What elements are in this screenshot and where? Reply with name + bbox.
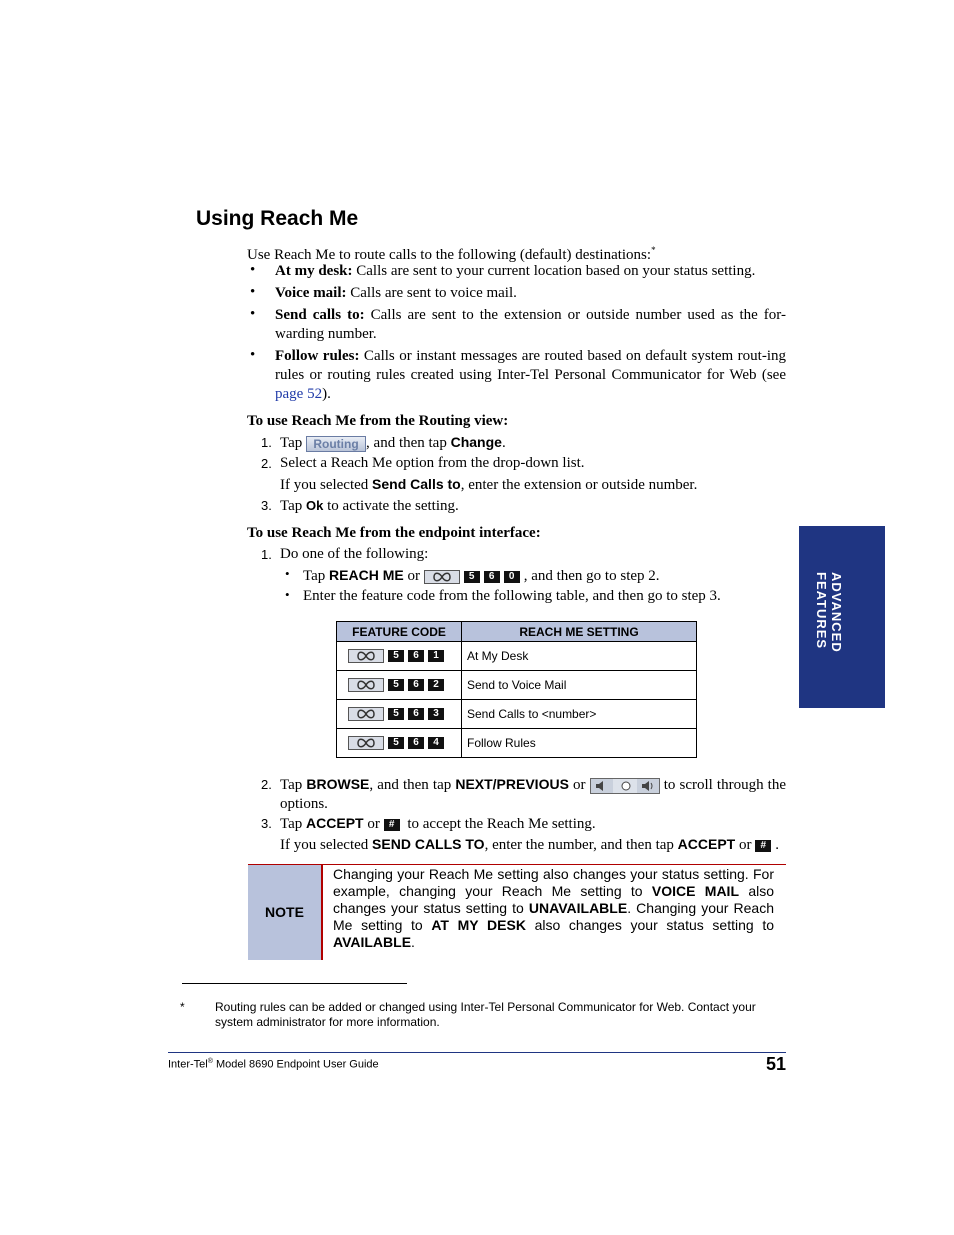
feature-code-cell [337, 700, 462, 729]
step-number: 2. [261, 456, 272, 471]
accept-key: ACCEPT [677, 836, 736, 852]
routing-step-1 [280, 433, 506, 453]
routing-step-2: Select a Reach Me option from the drop-down list. [280, 455, 585, 471]
step-number: 1. [261, 547, 272, 562]
intro-sentence: Use Reach Me to route calls to the following (default) destinations: [247, 247, 652, 263]
term: Send calls to: [275, 307, 365, 323]
section-tab[interactable] [799, 526, 885, 708]
step-text: Tap [280, 435, 307, 451]
endpoint-option-2: Enter the feature code from the following table, and then go to step 3. [303, 588, 721, 604]
step-text: Tap [280, 498, 307, 514]
footer-title [168, 1058, 379, 1071]
send-calls-to-option: Send Calls to [372, 476, 461, 492]
accept-key: ACCEPT [306, 815, 364, 831]
description: Calls are sent to voice mail. [346, 285, 517, 301]
step-text: to accept the Reach Me setting. [403, 816, 596, 832]
note-sentence: . [411, 934, 415, 950]
endpoint-step-1: Do one of the following: [280, 546, 429, 562]
step-text: If you selected [280, 837, 373, 853]
note-emphasis: AVAILABLE [333, 934, 412, 950]
footnote-marker: * [651, 245, 656, 255]
note-top-rule [248, 864, 786, 865]
step-text: or [403, 568, 424, 584]
footnote-text: Routing rules can be added or changed using Inter-Tel Personal Communicator for Web. Contact your system administrator for more information. [215, 1000, 756, 1029]
footnote-rule [182, 983, 407, 984]
page-number: 51 [765, 1054, 786, 1074]
note-label: NOTE [248, 865, 321, 960]
footnote-marker: * [180, 1000, 185, 1014]
routing-button[interactable]: Routing [306, 436, 366, 452]
table-row [337, 729, 697, 758]
dial-key: 1 [428, 650, 444, 662]
endpoint-step-3 [280, 814, 596, 834]
step-number: 3. [261, 816, 272, 831]
step-text: or [363, 816, 384, 832]
step-number: 2. [261, 777, 272, 792]
reach-me-key: REACH ME [329, 567, 404, 583]
pound-key: # [755, 840, 771, 852]
registered-mark: ® [207, 1058, 213, 1065]
dial-key: 6 [408, 708, 424, 720]
step-text: . [775, 837, 779, 853]
dial-key: 6 [484, 571, 500, 583]
routing-view-heading: To use Reach Me from the Routing view: [247, 413, 509, 429]
note-sentence: Changing your Reach Me setting also changes your status setting. For example, changing your Reach Me setting to [333, 866, 774, 899]
dial-key: 5 [388, 737, 404, 749]
page-link[interactable]: page 52 [275, 386, 323, 402]
note-sentence: also changes your status setting to [525, 917, 775, 933]
description-end: ). [322, 386, 331, 402]
dial-key: 5 [388, 679, 404, 691]
column-header: FEATURE CODE [337, 622, 462, 642]
step-text: , enter the extension or outside number. [460, 477, 698, 493]
step-text: Tap [280, 777, 307, 793]
table-row [337, 700, 697, 729]
step-text: , and then tap [366, 435, 451, 451]
dial-key: 6 [408, 650, 424, 662]
step-number: 3. [261, 498, 272, 513]
dial-key: 5 [388, 650, 404, 662]
endpoint-heading: To use Reach Me from the endpoint interface: [247, 525, 541, 541]
note-sentence: also changes your status setting to [333, 883, 774, 916]
feature-key-icon [348, 649, 384, 663]
table-header-row [337, 622, 697, 642]
volume-navigation-icon [590, 778, 660, 794]
setting-cell: Send Calls to <number> [462, 700, 697, 729]
step-text: or [568, 777, 590, 793]
term: Follow rules: [275, 348, 360, 364]
step-text: If you selected [280, 477, 373, 493]
endpoint-step-2 [280, 775, 786, 814]
bullet-glyph: • [250, 284, 256, 300]
table-row [337, 671, 697, 700]
dial-key: 5 [388, 708, 404, 720]
sub-bullet: • [285, 566, 290, 581]
bullet-glyph: • [250, 262, 256, 278]
dial-key: 6 [408, 737, 424, 749]
list-item-voice-mail [275, 284, 786, 303]
feature-code-cell [337, 671, 462, 700]
feature-code-table [336, 621, 697, 758]
routing-step-2-detail [280, 475, 697, 495]
list-item-at-my-desk [275, 262, 786, 281]
dial-key: 4 [428, 737, 444, 749]
dial-key: 0 [504, 571, 520, 583]
description: Calls or instant messages are routed based on default system rout-ing rules or routing rules created using Inter-Tel Personal Communicator for Web (see [275, 348, 786, 383]
note-emphasis: AT MY DESK [431, 917, 526, 933]
step-text: Tap [280, 816, 307, 832]
table-row [337, 642, 697, 671]
list-item-follow-rules [275, 347, 786, 404]
send-calls-to-key: SEND CALLS TO [372, 836, 485, 852]
note-emphasis: VOICE MAIL [651, 883, 739, 899]
term: Voice mail: [275, 285, 347, 301]
step-text: Tap [303, 568, 330, 584]
endpoint-option-1 [303, 566, 660, 586]
footer-guide-name: Model 8690 Endpoint User Guide [212, 1058, 379, 1071]
dial-key: 3 [428, 708, 444, 720]
note-divider [321, 865, 323, 960]
step-text: to activate the setting. [323, 498, 459, 514]
ok-option: Ok [306, 498, 324, 513]
setting-cell: Send to Voice Mail [462, 671, 697, 700]
dial-key: 6 [408, 679, 424, 691]
step-number: 1. [261, 435, 272, 450]
routing-step-3 [280, 496, 459, 516]
description: Calls are sent to your current location based on your status setting. [352, 263, 756, 279]
list-item-send-calls-to [275, 306, 786, 344]
change-option: Change [450, 434, 502, 450]
feature-key-icon [348, 678, 384, 692]
step-text: , and then tap [369, 777, 456, 793]
sub-bullet: • [285, 587, 290, 602]
page-title: Using Reach Me [196, 207, 359, 230]
section-tab-label: ADVANCED FEATURES [814, 572, 844, 653]
feature-key-icon [424, 570, 460, 584]
feature-code-cell [337, 729, 462, 758]
endpoint-step-3-detail [280, 835, 779, 855]
browse-key: BROWSE [306, 776, 370, 792]
bullet-glyph: • [250, 306, 256, 322]
note-text [333, 866, 774, 951]
step-text: to scroll through the options. [280, 777, 786, 812]
footer-brand: Inter-Tel [168, 1058, 208, 1071]
dial-key: 5 [464, 571, 480, 583]
step-text: . [501, 435, 506, 451]
bullet-glyph: • [250, 347, 256, 363]
setting-cell: At My Desk [462, 642, 697, 671]
step-text: , and then go to step 2. [523, 568, 660, 584]
footer-rule [168, 1052, 786, 1053]
setting-cell: Follow Rules [462, 729, 697, 758]
step-text: , enter the number, and then tap [484, 837, 678, 853]
column-header: REACH ME SETTING [462, 622, 697, 642]
feature-key-icon [348, 707, 384, 721]
next-previous-key: NEXT/PREVIOUS [455, 776, 569, 792]
note-sentence: . Changing your Reach Me setting to [333, 900, 775, 933]
term: At my desk: [275, 263, 353, 279]
step-text: or [735, 837, 756, 853]
description: Calls are sent to the extension or outside number used as the for-warding number. [275, 307, 786, 342]
pound-key: # [384, 819, 400, 831]
feature-code-cell [337, 642, 462, 671]
feature-key-icon [348, 736, 384, 750]
note-emphasis: UNAVAILABLE [528, 900, 628, 916]
dial-key: 2 [428, 679, 444, 691]
